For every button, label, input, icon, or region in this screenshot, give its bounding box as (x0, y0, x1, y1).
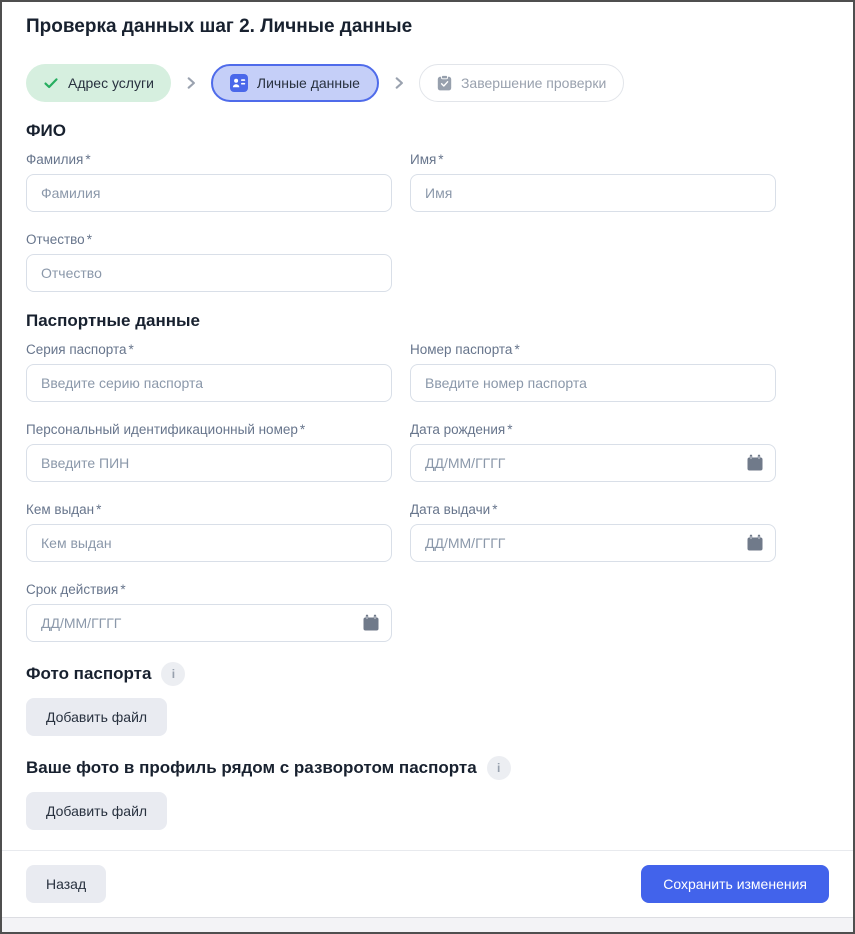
field-first-name (410, 152, 776, 212)
profile-photo-section (26, 756, 829, 830)
passport-number-input[interactable] (410, 364, 776, 402)
back-button[interactable]: Назад (26, 865, 106, 903)
section-heading-profile-photo: Ваше фото в профиль рядом с разворотом паспорта i (26, 756, 829, 780)
field-passport-number (410, 342, 776, 402)
step-verification-complete[interactable] (419, 64, 624, 102)
required-mark: * (120, 582, 126, 597)
middle-name-input[interactable] (26, 254, 392, 292)
save-changes-button[interactable]: Сохранить изменения (641, 865, 829, 903)
field-label: Имя * (410, 152, 444, 167)
stepper (26, 64, 829, 102)
field-label: Срок действия * (26, 582, 126, 597)
step-label: Завершение проверки (460, 75, 607, 91)
check-icon (43, 75, 59, 91)
passport-photo-section (26, 662, 829, 736)
required-mark: * (514, 342, 520, 357)
calendar-icon[interactable] (746, 454, 764, 472)
required-mark: * (492, 502, 498, 517)
step-label: Адрес услуги (68, 75, 154, 91)
field-birth-date (410, 422, 776, 482)
required-mark: * (128, 342, 134, 357)
info-icon[interactable]: i (487, 756, 511, 780)
field-label: Дата выдачи * (410, 502, 498, 517)
info-icon[interactable]: i (161, 662, 185, 686)
passport-fields-grid (26, 342, 829, 642)
birth-date-input[interactable] (410, 444, 776, 482)
step-label: Личные данные (256, 75, 360, 91)
field-issue-date (410, 502, 776, 562)
expiry-date-input[interactable] (26, 604, 392, 642)
field-label: Серия паспорта * (26, 342, 134, 357)
field-label: Фамилия * (26, 152, 91, 167)
page-title: Проверка данных шаг 2. Личные данные (26, 16, 413, 37)
footer-action-bar (2, 850, 853, 917)
first-name-input[interactable] (410, 174, 776, 212)
calendar-icon[interactable] (746, 534, 764, 552)
field-personal-id-number (26, 422, 392, 482)
field-middle-name (26, 232, 392, 292)
field-issued-by (26, 502, 392, 562)
chevron-right-icon (392, 76, 406, 90)
passport-series-input[interactable] (26, 364, 392, 402)
issued-by-input[interactable] (26, 524, 392, 562)
field-passport-series (26, 342, 392, 402)
page-content (2, 2, 853, 850)
section-heading-passport: Паспортные данные (26, 311, 200, 330)
field-label: Персональный идентификационный номер * (26, 422, 306, 437)
clipboard-check-icon (437, 75, 452, 91)
id-card-icon (230, 74, 248, 92)
field-label: Кем выдан * (26, 502, 102, 517)
section-heading-fio: ФИО (26, 121, 66, 140)
required-mark: * (299, 422, 306, 437)
required-mark: * (86, 232, 92, 247)
calendar-icon[interactable] (362, 614, 380, 632)
field-expiry-date (26, 582, 392, 642)
issue-date-input[interactable] (410, 524, 776, 562)
last-name-input[interactable] (26, 174, 392, 212)
bottom-strip (2, 917, 853, 932)
required-mark: * (438, 152, 444, 167)
add-profile-photo-button[interactable]: Добавить файл (26, 792, 167, 830)
field-last-name (26, 152, 392, 212)
field-label: Дата рождения * (410, 422, 513, 437)
required-mark: * (507, 422, 513, 437)
add-passport-photo-button[interactable]: Добавить файл (26, 698, 167, 736)
field-label: Отчество * (26, 232, 92, 247)
pin-input[interactable] (26, 444, 392, 482)
required-mark: * (85, 152, 91, 167)
step-service-address[interactable] (26, 64, 171, 102)
chevron-right-icon (184, 76, 198, 90)
section-heading-passport-photo: Фото паспорта i (26, 662, 829, 686)
required-mark: * (96, 502, 102, 517)
field-label: Номер паспорта * (410, 342, 520, 357)
step-personal-data[interactable] (211, 64, 379, 102)
fio-fields-grid (26, 152, 829, 292)
